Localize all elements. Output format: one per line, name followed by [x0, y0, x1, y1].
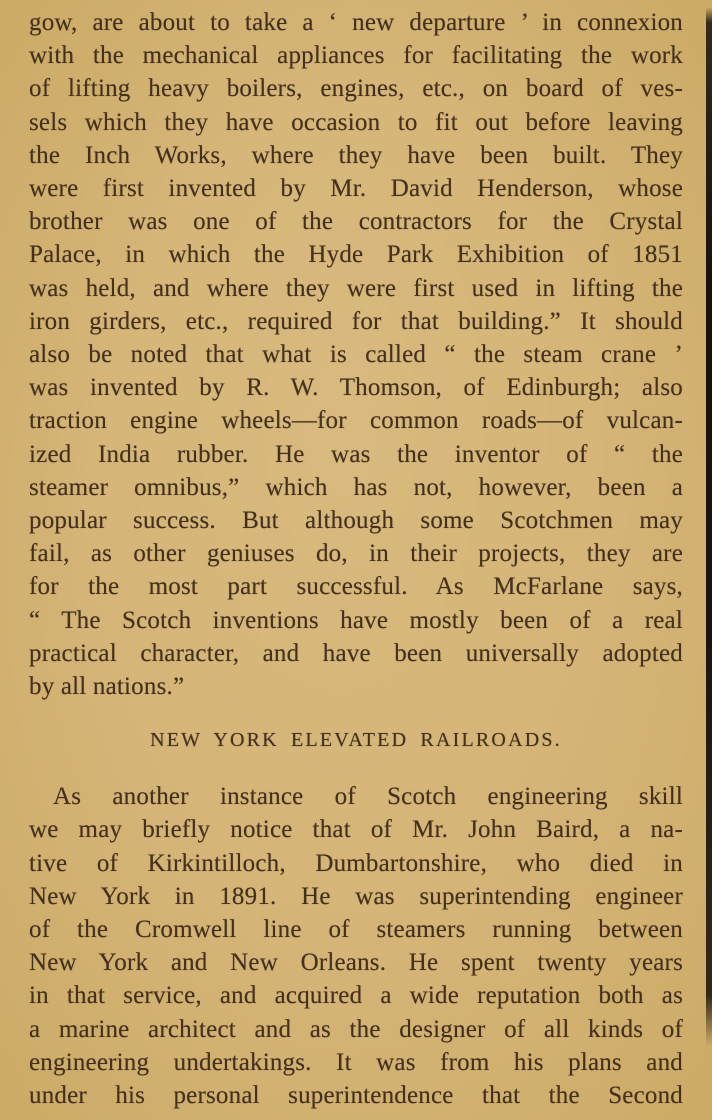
text-line: under his personal superintendence that the Second — [29, 1082, 683, 1110]
text-line: New York in 1891. He was superintending engineer — [29, 882, 683, 910]
text-line: a marine architect and as the designer of all kinds of — [29, 1015, 683, 1043]
text-line: engineering undertakings. It was from his plans and — [29, 1048, 683, 1076]
text-line: “ The Scotch inventions have mostly been of a real — [29, 606, 683, 634]
text-line: we may briefly notice that of Mr. John Baird, a na- — [29, 816, 683, 844]
paragraph-new-york-elevated-railroads — [29, 780, 683, 1112]
page-text-block — [29, 6, 683, 1112]
text-line: iron girders, etc., required for that building.” It should — [29, 307, 683, 335]
book-gutter-shadow — [706, 7, 712, 1047]
text-line: for the most part successful. As McFarlane says, — [29, 573, 683, 601]
text-line: sels which they have occasion to fit out before leaving — [29, 108, 683, 136]
text-line: was invented by R. W. Thomson, of Edinburgh; also — [29, 374, 683, 402]
text-line: tive of Kirkintilloch, Dumbartonshire, who died in — [29, 849, 683, 877]
text-line: were first invented by Mr. David Henderson, whose — [29, 175, 683, 203]
text-line: As another instance of Scotch engineering skill — [53, 783, 683, 811]
text-line: Palace, in which the Hyde Park Exhibition of 1851 — [29, 241, 683, 269]
text-line: steamer omnibus,” which has not, however, been a — [29, 473, 683, 501]
text-line: practical character, and have been universally adopted — [29, 639, 683, 667]
text-line: traction engine wheels—for common roads—of vulcan- — [29, 407, 683, 435]
text-line: was held, and where they were first used in lifting the — [29, 274, 683, 302]
text-line: of lifting heavy boilers, engines, etc., on board of ves- — [29, 75, 683, 103]
text-line: in that service, and acquired a wide reputation both as — [29, 982, 683, 1010]
section-heading: NEW YORK ELEVATED RAILROADS. — [150, 729, 562, 752]
text-line: also be noted that what is called “ the steam crane ’ — [29, 341, 683, 369]
text-line: the Inch Works, where they have been built. They — [29, 141, 683, 169]
paragraph-continuation — [29, 6, 683, 703]
text-line: of the Cromwell line of steamers running between — [29, 916, 683, 944]
text-line: by all nations.” — [29, 673, 185, 701]
text-line: with the mechanical appliances for facilitating the work — [29, 42, 683, 70]
text-line: New York and New Orleans. He spent twenty years — [29, 949, 683, 977]
text-line: ized India rubber. He was the inventor of “ the — [29, 440, 683, 468]
text-line: gow, are about to take a ‘ new departure ’ in connexion — [29, 9, 683, 36]
text-line: fail, as other geniuses do, in their projects, they are — [29, 540, 683, 568]
text-line: popular success. But although some Scotchmen may — [29, 507, 683, 535]
text-line: brother was one of the contractors for the Crystal — [29, 208, 683, 236]
